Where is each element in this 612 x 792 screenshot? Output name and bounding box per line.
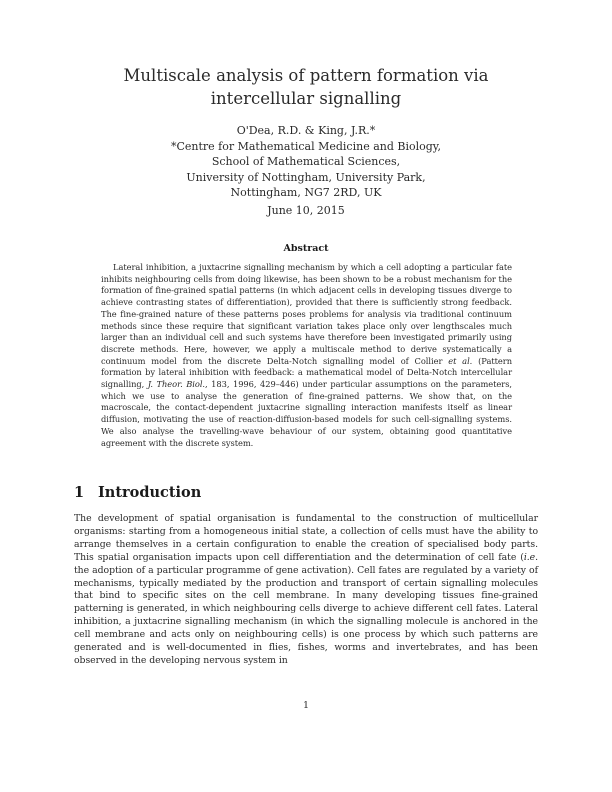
abstract-etal: et al. — [448, 355, 473, 366]
paper-title: Multiscale analysis of pattern formation via intercellular signalling — [123, 66, 489, 108]
affiliation-line: Nottingham, NG7 2RD, UK — [230, 186, 382, 199]
page-number: 1 — [302, 700, 310, 711]
abstract-text-part: Lateral inhibition, a juxtacrine signalling mechanism by which a cell adopting a particular fate inhibits neighbouring cells from doing likewise, has been shown to be a robust mechanism for the formation of fine-grained spatial patterns (in which adjacent cells in developing tissues diverge to achieve contrasting states of differentiation), provided that there is sufficiently strong feedback. The fine-grained nature of these patterns poses problems for analysis via traditional continuum methods since these require that significant variation takes place only over lengthscales much larger than an individual cell and such systems have therefore been investigated primarily using discrete methods. Here, however, we apply a multiscale method to derive systematically a continuum model from the discrete Delta-Notch signalling model of Collier — [101, 262, 512, 366]
section-number: 1 — [74, 484, 85, 501]
publication-date: June 10, 2015 — [267, 204, 345, 217]
author-block — [90, 123, 522, 201]
intro-text-part: the adoption of a particular programme of gene activation). Cell fates are regulated by a variety of mechanisms, typically mediated by the production and transport of certain signalling molecules that bind to specific sites on the cell membrane. In many developing tissues fine-grained patterning is generated, in which neighbouring cells diverge to achieve different cell fates. Lateral inhibition, a juxtacrine signalling mechanism (in which the signalling molecule is anchored in the cell membrane and acts only on neighbouring cells) is one process by which such patterns are generated and is well-documented in flies, fishes, worms and invertebrates, and has been observed in the developing nervous system in — [74, 564, 538, 666]
affiliation-line: University of Nottingham, University Park, — [186, 170, 426, 184]
author-names: O'Dea, R.D. & King, J.R.* — [236, 124, 376, 137]
section-title: Introduction — [98, 484, 202, 501]
intro-text-part: The development of spatial organisation is fundamental to the construction of multicellular organisms: starting from a homogeneous initial state, a collection of cells must have the ability to arrange themselves in a certain configuration to enable the creation of specialised body parts. This spatial organisation impacts upon cell differentiation and the determination of cell fate ( — [74, 513, 538, 563]
intro-ie: i.e. — [523, 551, 538, 563]
section-heading-introduction — [74, 484, 201, 501]
abstract-text-part: (Pattern formation by lateral inhibition with feedback: a mathematical model of Delta-Notch intercellular signalling, — [101, 355, 512, 390]
abstract-text — [101, 262, 512, 449]
introduction-text — [74, 513, 538, 668]
abstract-journal: J. Theor. Biol. — [147, 379, 206, 390]
affiliation-line: *Centre for Mathematical Medicine and Biology, — [170, 139, 442, 153]
abstract-heading: Abstract — [283, 243, 329, 254]
affiliation-line: School of Mathematical Sciences, — [211, 155, 401, 168]
abstract-text-part: , 183, 1996, 429–446) under particular assumptions on the parameters, which we use to analyse the generation of fine-grained patterns. We show that, on the macroscale, the contact-dependent juxtacrine signalling interaction manifests itself as linear diffusion, motivating the use of reaction-diffusion-based models for such cell-signalling systems. We also analyse the travelling-wave behaviour of our system, obtaining good quantitative agreement with the discrete system. — [101, 379, 512, 448]
